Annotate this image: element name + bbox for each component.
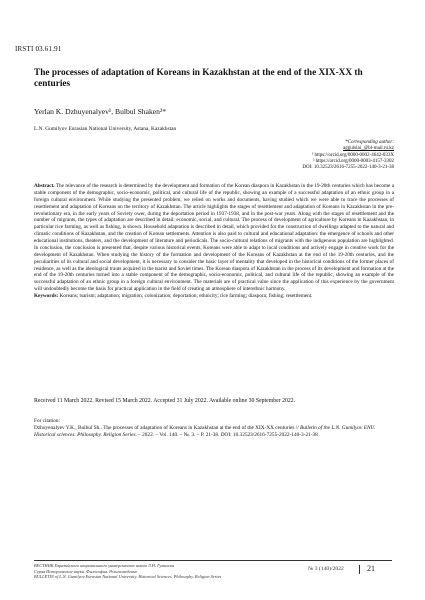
irstl-code: IRSTI 03.61.91 <box>15 45 62 53</box>
article-title: The processes of adaptation of Koreans in Kazakhstan at the end of the XIX-XX th centuries <box>34 68 363 89</box>
citation-text-1: Dzhuyenalyev Y.K., Bulbul Sh.. The processes of adaptation of Koreans in Kazakhstan at the end of the XIX-XX centuries // <box>34 424 300 431</box>
article-dates: Received 11 March 2022. Revised 15 March 2022. Accepted 31 July 2022. Available online 30 September 2022. <box>34 398 296 404</box>
footer-rule <box>34 560 392 561</box>
author-email: aggulslai_@bl-mail.ru.kz <box>343 146 394 152</box>
abstract-label: Abstract. <box>34 183 55 189</box>
keywords-text: Koreans; tsarism; adaptation; migration; colonization; deportation; ethnicity; rice farming; diaspora; fishing; resettlement. <box>59 293 313 299</box>
authors: Yerlan K. Dzhuyenalyev¹, Bulbul Shaken²* <box>34 107 167 116</box>
page-number: 21 <box>367 564 375 573</box>
abstract-block <box>34 183 394 300</box>
footer-divider <box>359 565 360 574</box>
citation-heading: For citation: <box>34 418 61 424</box>
abstract-text: The relevance of the research is determined by the development and formation of the Korean diaspora in Kazakhstan in the 19-20th centuries which has become a stable component of the demographic, socio-economic, political, and cultural life of the republic, showing an example of a successful adaptation of an ethnic group in a foreign cultural environment. While studying the presented problem, we relied on works and documents, having studied which we were able to trace the processes of resettlement and adaptation of Koreans on the territory of Kazakhstan. The article highlights the stages of resettlement and adaptation of Koreans in Kazakhstan in the pre-revolutionary era, in the early years of Soviety ower, during the deportation period in 1937-1938, and in the post-war years. Along with the stages of resettlement and the number of migrants, the types of adaptation are described in detail: economic, social, and cultural. The process of development of agriculture by Koreans in Kazakhstan, in particular rice farming, as well as fishing, is shown. Household adaptation is described in detail, which provided for the construction of dwellings adapted to the natural and climatic conditions of Kazakhstan, and the creation of Korean settlements. Attention is also paid to cultural and educational adaptation: the emergence of schools and other educational institutions, theaters, and the development of literature and periodicals. The socio-cultural relations of migrants with the indigenous population are highlighted. In conclusion, the conclusion is presented that, despite various historical events, Koreans were able to adapt to local conditions and actively engage in creative work for the development of Kazakhstan. When studying the history of the formation and development of the Koreans of Kazakhstan at the end of the 19-20th centuries, and the peculiarities of its cultural and social development, it is necessary to consider the basic layer of mentality that developed in the historical conditions of the former places of residence, as well as the ideological trauts acquired in the tsarist and Soviet times. The Korean diaspora of Kazakhstan in the process of its development and formation at the end of the 19-20th centuries turned into a stable component of the demographic, socio-economic, political, and cultural life of the republic, showing an example of the successful adaptation of an ethnic group in a foreign cultural environment. The materials are of practical value since the application of this experience by the government will undoubtedly become the basis for practical application in the field of creating an atmosphere of interethnic harmony. <box>34 183 395 293</box>
affiliation: L.N. Gumilyov Eurasian National University, Astana, Kazakhstan <box>34 126 177 132</box>
orcid-2: ² https://orcid.org/0000-0003-4157-3302 <box>312 158 394 164</box>
footer-journal-line-3: BULLETIN of L.N. Gumilyov Eurasian National University. Historical Sciences. Philosophy. Religion Series <box>34 574 222 580</box>
footer-journal <box>34 563 221 580</box>
keywords-label: Keywords: <box>34 293 59 299</box>
orcid-1: ¹ https://orcid.org/0000-0002-4642-033X <box>311 152 394 158</box>
corresponding-author-block <box>302 140 394 171</box>
doi: DOI: 10.32523/2616-7255-2022-140-3-21-38 <box>302 165 394 171</box>
citation-journal: Bulletin of the L.N. Gumilyov ENU. Historical sciences. Philosophy. Religion Series <box>34 424 376 438</box>
citation-text-2: . – 2022. – Vol. 140. – №. 3. – P. 21-38. DOI: 10.32523/2616-7255-2022-140-3-21-38 <box>135 431 318 438</box>
corresponding-heading: *Corresponding author: <box>345 140 394 145</box>
citation-block <box>34 418 394 438</box>
footer-journal-line-2: Серия Исторические науки. Философия. Религиоведение <box>34 568 138 574</box>
footer-journal-line-1: ВЕСТНИК Евразийского национального университета имени Л.Н. Гумилева <box>34 563 174 568</box>
issue-number: № 3 (140)/2022 <box>308 566 344 572</box>
